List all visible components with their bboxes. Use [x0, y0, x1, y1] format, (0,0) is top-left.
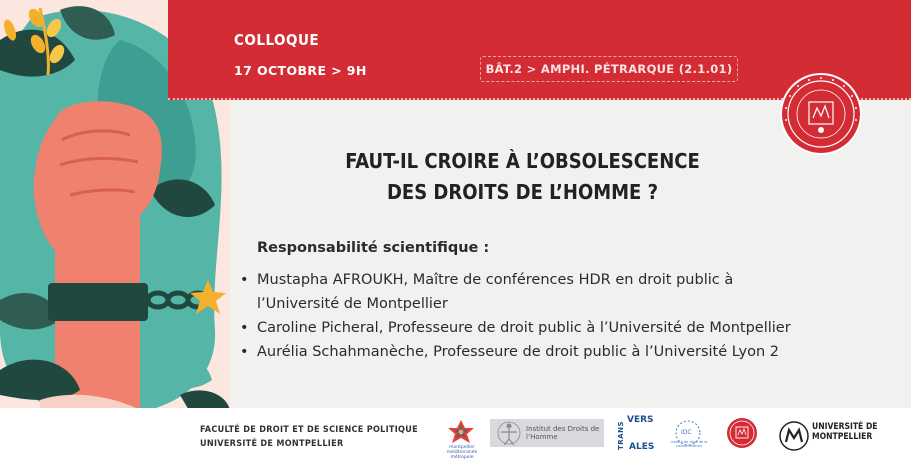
- faculty-seal-logo: [726, 417, 758, 449]
- transversales-vertical-text: TRANS: [617, 421, 625, 451]
- organizer-line: Aurélia Schahmanèche, Professeure de droit public à l’Université Lyon 2: [257, 344, 779, 360]
- organizer-item: [240, 268, 791, 316]
- university-seal-logo: [779, 72, 863, 156]
- event-type: COLLOQUE: [234, 31, 320, 49]
- event-date-time: 17 OCTOBRE > 9H: [234, 63, 367, 78]
- idc-logo: [668, 416, 708, 456]
- organizer-line: Caroline Picheral, Professeure de droit public à l’Université de Montpellier: [257, 320, 791, 336]
- bullet: •: [240, 320, 249, 336]
- partners-footer: [0, 408, 911, 471]
- montpellier-metropole-logo: [444, 418, 478, 458]
- transversales-text-top: VERS: [627, 415, 654, 425]
- transversales-text-bottom: ALES: [629, 442, 655, 452]
- institut-droits-homme-logo: [490, 419, 604, 447]
- idc-sublabel: institut de droit de la consommation: [670, 440, 708, 448]
- universite-montpellier-logo: [778, 416, 878, 456]
- idc-label: IDC: [681, 429, 692, 436]
- transversales-logo: [617, 414, 661, 458]
- university-name: UNIVERSITÉ DE MONTPELLIER: [200, 439, 344, 449]
- organizer-item: [240, 316, 791, 340]
- um-text-line-1: UNIVERSITÉ DE: [812, 422, 878, 432]
- colloquium-title: [230, 146, 815, 208]
- montpellier-metropole-label: montpellier méditerranée métropole: [446, 445, 478, 460]
- organizer-line: Mustapha AFROUKH, Maître de conférences HDR en droit public à: [257, 272, 734, 288]
- event-venue: BÂT.2 > AMPHI. PÉTRARQUE (2.1.01): [480, 56, 738, 82]
- institut-droits-homme-label: Institut des Droits de l’Homme: [526, 425, 600, 441]
- scientific-responsibility-heading: Responsabilité scientifique :: [257, 240, 490, 256]
- organizer-line: l’Université de Montpellier: [257, 296, 448, 312]
- bullet: •: [240, 344, 249, 360]
- title-line-2: DES DROITS DE L’HOMME ?: [386, 180, 659, 204]
- um-text-line-2: MONTPELLIER: [812, 432, 873, 442]
- organizers-list: [240, 268, 791, 364]
- title-line-1: FAUT-IL CROIRE À L’OBSOLESCENCE: [345, 149, 700, 173]
- faculty-name: FACULTÉ DE DROIT ET DE SCIENCE POLITIQUE: [200, 425, 418, 435]
- organizer-item: [240, 340, 791, 364]
- bullet: •: [240, 272, 249, 288]
